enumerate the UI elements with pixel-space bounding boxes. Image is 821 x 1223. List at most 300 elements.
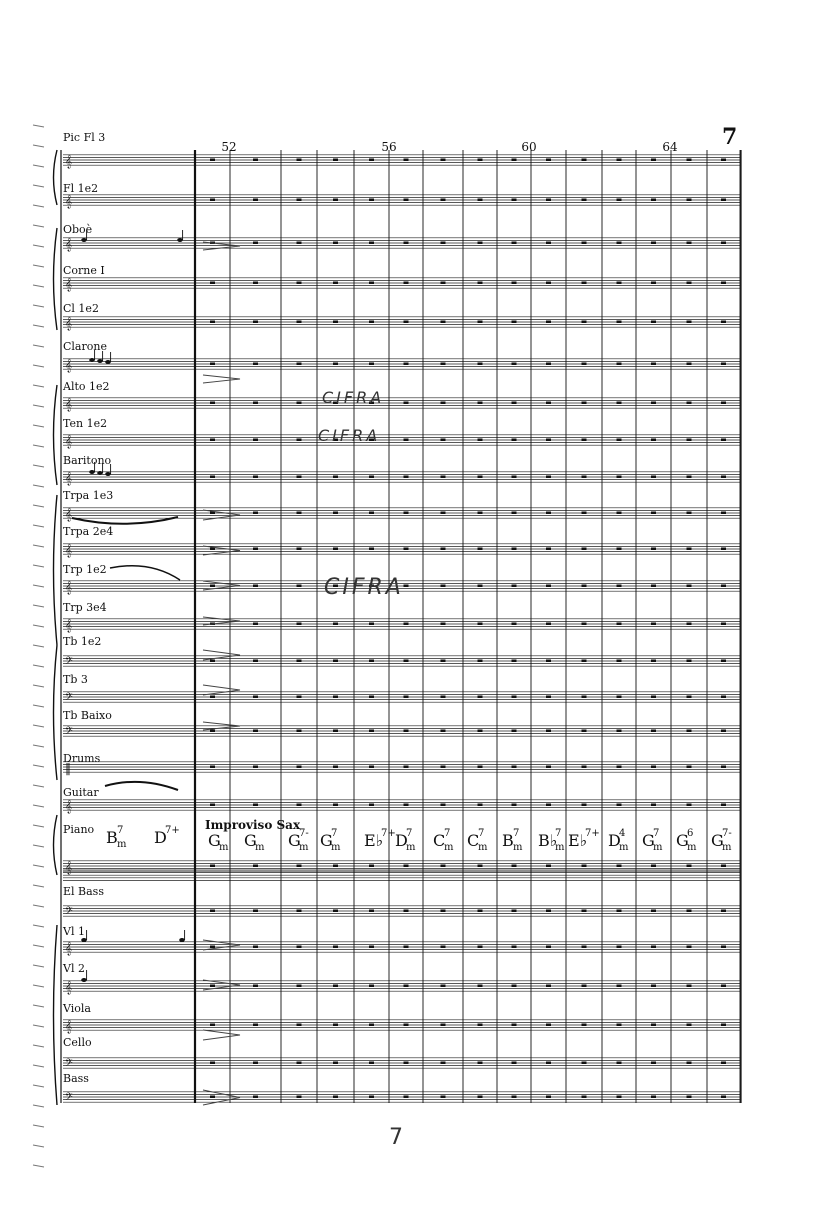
measure-rest: [404, 585, 409, 588]
instrument-label: Vl 2: [63, 962, 85, 975]
measure-rest: [210, 476, 215, 479]
measure-rest: [687, 242, 692, 245]
measure-rest: [441, 660, 446, 663]
measure-rest: [721, 1024, 726, 1027]
margin-mark: [33, 305, 44, 307]
svg-text:m: m: [255, 842, 265, 853]
measure-rest: [253, 402, 258, 405]
clef-icon: 𝄢: [65, 1091, 73, 1105]
chord-symbol: [208, 831, 229, 853]
measure-rest: [210, 159, 215, 162]
clef-icon: 𝄞: [65, 1019, 73, 1033]
svg-text:7-: 7-: [299, 828, 309, 839]
measure-rest: [210, 321, 215, 324]
note-head: [81, 978, 87, 982]
measure-rest: [546, 1024, 551, 1027]
measure-rest: [651, 730, 656, 733]
margin-mark: [33, 185, 44, 187]
measure-rest: [651, 660, 656, 663]
svg-text:E♭: E♭: [568, 831, 588, 850]
measure-rest: [369, 1024, 374, 1027]
margin-mark: [33, 325, 44, 327]
measure-rest: [210, 282, 215, 285]
measure-rest: [441, 476, 446, 479]
measure-rest: [512, 548, 517, 551]
margin-mark: [33, 825, 44, 827]
margin-mark: [33, 645, 44, 647]
measure-rest: [546, 199, 551, 202]
measure-rest: [210, 363, 215, 366]
measure-rest: [582, 439, 587, 442]
measure-rest: [546, 476, 551, 479]
margin-mark: [33, 225, 44, 227]
svg-text:7: 7: [653, 828, 660, 839]
measure-rest: [512, 585, 517, 588]
measure-rest: [617, 282, 622, 285]
measure-rest: [687, 548, 692, 551]
measure-rest: [253, 439, 258, 442]
margin-mark: [33, 505, 44, 507]
note-head: [97, 359, 103, 363]
chord-symbol: [154, 825, 180, 847]
measure-rest: [253, 548, 258, 551]
measure-rest: [297, 804, 302, 807]
clef-icon: 𝄞: [65, 471, 73, 485]
measure-rest: [210, 804, 215, 807]
measure-rest: [512, 282, 517, 285]
measure-rest: [297, 766, 302, 769]
clef-icon: 𝄞: [65, 980, 73, 994]
measure-rest: [582, 548, 587, 551]
measure-rest: [369, 1096, 374, 1099]
measure-rest: [441, 363, 446, 366]
instrument-label: Tb 3: [63, 673, 88, 686]
measure-rest: [512, 1024, 517, 1027]
measure-rest: [582, 946, 587, 949]
chord-symbol: [502, 828, 523, 853]
measure-rest: [478, 199, 483, 202]
measure-rest: [512, 159, 517, 162]
measure-rest: [441, 439, 446, 442]
svg-text:m: m: [513, 842, 523, 853]
measure-rest: [582, 363, 587, 366]
measure-rest: [253, 804, 258, 807]
measure-rest: [369, 476, 374, 479]
measure-rest: [253, 623, 258, 626]
clef-icon: 𝄢: [65, 725, 73, 739]
margin-mark: [33, 1085, 44, 1087]
note-head: [89, 470, 95, 474]
measure-rest: [478, 1096, 483, 1099]
measure-rest: [478, 159, 483, 162]
measure-rest: [582, 804, 587, 807]
measure-rest: [297, 402, 302, 405]
measure-rest: [478, 476, 483, 479]
handwritten-cifra: CIFRA: [318, 426, 381, 445]
measure-rest: [441, 910, 446, 913]
measure-rest: [721, 512, 726, 515]
measure-rest: [478, 660, 483, 663]
measure-rest: [404, 476, 409, 479]
svg-text:7: 7: [406, 828, 413, 839]
measure-rest: [404, 696, 409, 699]
staff: [63, 691, 740, 705]
margin-mark: [33, 985, 44, 987]
instrument-label: Baritono: [63, 454, 112, 467]
measure-rest: [441, 585, 446, 588]
measure-rest: [687, 363, 692, 366]
margin-mark: [33, 345, 44, 347]
instrument-label: Pic Fl 3: [63, 131, 106, 144]
measure-rest: [582, 910, 587, 913]
measure-rest: [617, 985, 622, 988]
svg-text:D: D: [395, 831, 408, 850]
measure-number: 64: [662, 140, 678, 154]
group-bracket: [54, 495, 58, 645]
measure-rest: [546, 548, 551, 551]
measure-rest: [546, 402, 551, 405]
measure-rest: [333, 321, 338, 324]
measure-rest: [333, 1024, 338, 1027]
measure-rest: [253, 985, 258, 988]
svg-text:B♭: B♭: [538, 831, 558, 850]
measure-rest: [297, 1062, 302, 1065]
measure-rest: [617, 402, 622, 405]
svg-text:B: B: [502, 831, 514, 850]
measure-rest: [478, 946, 483, 949]
measure-rest: [404, 1024, 409, 1027]
margin-mark: [33, 1025, 44, 1027]
svg-text:7: 7: [478, 828, 485, 839]
measure-rest: [617, 1096, 622, 1099]
measure-rest: [721, 402, 726, 405]
measure-rest: [651, 696, 656, 699]
svg-text:m: m: [406, 842, 416, 853]
measure-rest: [297, 476, 302, 479]
clef-icon: 𝄞: [65, 860, 73, 874]
measure-rest: [582, 199, 587, 202]
measure-rest: [441, 1024, 446, 1027]
measure-rest: [404, 985, 409, 988]
measure-rest: [210, 865, 215, 868]
measure-rest: [253, 730, 258, 733]
measure-rest: [333, 1062, 338, 1065]
instrument-label: Guitar: [63, 786, 99, 799]
margin-mark: [33, 1125, 44, 1127]
measure-rest: [512, 910, 517, 913]
measure-rest: [478, 623, 483, 626]
clef-icon: 𝄞: [65, 799, 73, 813]
measure-rest: [478, 696, 483, 699]
svg-text:6: 6: [687, 828, 694, 839]
measure-rest: [617, 363, 622, 366]
margin-mark: [33, 625, 44, 627]
measure-rest: [404, 865, 409, 868]
clef-icon: 𝄢: [65, 691, 73, 705]
margin-mark: [33, 265, 44, 267]
group-bracket: [54, 228, 58, 330]
measure-rest: [582, 730, 587, 733]
measure-rest: [441, 730, 446, 733]
staff: [63, 941, 740, 955]
instrument-label: Cl 1e2: [63, 302, 99, 315]
measure-rest: [687, 946, 692, 949]
measure-rest: [253, 865, 258, 868]
measure-rest: [210, 730, 215, 733]
slur: [105, 782, 178, 790]
measure-rest: [617, 660, 622, 663]
measure-rest: [369, 242, 374, 245]
measure-rest: [721, 804, 726, 807]
measure-rest: [546, 282, 551, 285]
measure-rest: [651, 321, 656, 324]
measure-rest: [512, 660, 517, 663]
measure-rest: [297, 159, 302, 162]
measure-rest: [617, 1024, 622, 1027]
margin-mark: [33, 125, 44, 127]
measure-rest: [210, 1024, 215, 1027]
measure-rest: [546, 804, 551, 807]
measure-rest: [404, 199, 409, 202]
measure-rest: [617, 623, 622, 626]
measure-rest: [297, 623, 302, 626]
measure-rest: [651, 476, 656, 479]
measure-rest: [651, 282, 656, 285]
chord-symbol: [538, 828, 565, 853]
measure-rest: [617, 730, 622, 733]
measure-rest: [546, 512, 551, 515]
measure-rest: [617, 512, 622, 515]
svg-text:7: 7: [331, 828, 338, 839]
instrument-label: Bass: [63, 1072, 89, 1085]
margin-mark: [33, 1065, 44, 1067]
clef-icon: 𝄢: [65, 655, 73, 669]
measure-rest: [441, 623, 446, 626]
staff: [63, 434, 740, 448]
measure-rest: [210, 766, 215, 769]
measure-rest: [404, 1096, 409, 1099]
measure-rest: [333, 865, 338, 868]
margin-mark: [33, 665, 44, 667]
measure-rest: [617, 804, 622, 807]
measure-rest: [582, 321, 587, 324]
measure-rest: [333, 548, 338, 551]
measure-rest: [297, 910, 302, 913]
staff: [63, 618, 740, 632]
margin-mark: [33, 165, 44, 167]
measure-rest: [582, 623, 587, 626]
measure-rest: [404, 321, 409, 324]
measure-rest: [369, 623, 374, 626]
svg-text:m: m: [299, 842, 309, 853]
measure-rest: [721, 660, 726, 663]
clef-icon: 𝄞: [65, 194, 73, 208]
svg-text:G: G: [676, 831, 689, 850]
svg-text:m: m: [331, 842, 341, 853]
measure-rest: [210, 660, 215, 663]
measure-rest: [687, 865, 692, 868]
svg-text:m: m: [117, 839, 127, 850]
measure-rest: [582, 476, 587, 479]
measure-rest: [687, 910, 692, 913]
measure-rest: [546, 946, 551, 949]
svg-text:D: D: [608, 831, 621, 850]
measure-rest: [404, 804, 409, 807]
note-head: [81, 238, 87, 242]
measure-rest: [253, 199, 258, 202]
measure-rest: [582, 402, 587, 405]
measure-rest: [404, 282, 409, 285]
instrument-label: Viola: [63, 1002, 91, 1015]
margin-mark: [33, 245, 44, 247]
measure-rest: [369, 1062, 374, 1065]
measure-rest: [478, 321, 483, 324]
clef-icon: 𝄞: [65, 316, 73, 330]
instrument-label: Tb 1e2: [63, 635, 102, 648]
measure-rest: [441, 512, 446, 515]
chord-symbol: [320, 828, 341, 853]
measure-rest: [546, 439, 551, 442]
staff: [63, 655, 740, 669]
measure-rest: [210, 439, 215, 442]
margin-mark: [33, 605, 44, 607]
measure-rest: [253, 512, 258, 515]
instrument-label: Piano: [63, 823, 95, 836]
measure-rest: [297, 363, 302, 366]
measure-rest: [687, 159, 692, 162]
measure-rest: [478, 439, 483, 442]
pencil-hairpin: [203, 1090, 240, 1105]
measure-rest: [478, 585, 483, 588]
margin-mark: [33, 485, 44, 487]
margin-mark: [33, 205, 44, 207]
instrument-label: Trp 1e2: [63, 563, 107, 576]
measure-rest: [210, 1096, 215, 1099]
svg-text:7+: 7+: [585, 828, 600, 839]
instrument-label: Alto 1e2: [63, 380, 110, 393]
measure-rest: [546, 159, 551, 162]
measure-rest: [404, 512, 409, 515]
measure-rest: [721, 910, 726, 913]
svg-text:m: m: [219, 842, 229, 853]
measure-rest: [333, 946, 338, 949]
margin-mark: [33, 565, 44, 567]
note-head: [105, 360, 111, 364]
measure-rest: [617, 910, 622, 913]
instrument-label: Ten 1e2: [63, 417, 108, 430]
measure-rest: [546, 865, 551, 868]
measure-rest: [478, 242, 483, 245]
measure-rest: [651, 439, 656, 442]
measure-rest: [478, 402, 483, 405]
staff: [63, 905, 740, 919]
note-head: [179, 938, 185, 942]
staff: [63, 980, 740, 994]
svg-text:m: m: [555, 842, 565, 853]
svg-text:m: m: [653, 842, 663, 853]
measure-rest: [369, 985, 374, 988]
instrument-label: Corne I: [63, 264, 105, 277]
measure-rest: [721, 476, 726, 479]
measure-rest: [404, 548, 409, 551]
measure-rest: [721, 623, 726, 626]
staff: [63, 1019, 740, 1033]
staff: [63, 799, 740, 813]
measure-rest: [253, 159, 258, 162]
measure-rest: [651, 402, 656, 405]
measure-rest: [582, 1024, 587, 1027]
chord-symbol: [676, 828, 697, 853]
clef-icon: 𝄞: [65, 434, 73, 448]
measure-rest: [210, 985, 215, 988]
measure-rest: [333, 476, 338, 479]
instrument-label: Tb Baixo: [63, 709, 112, 722]
measure-rest: [478, 1062, 483, 1065]
measure-rest: [478, 548, 483, 551]
measure-rest: [369, 696, 374, 699]
margin-mark: [33, 465, 44, 467]
margin-mark: [33, 365, 44, 367]
measure-rest: [651, 623, 656, 626]
measure-rest: [297, 439, 302, 442]
footer-mark: 7: [389, 1125, 403, 1150]
measure-rest: [478, 804, 483, 807]
measure-rest: [512, 363, 517, 366]
measure-rest: [617, 476, 622, 479]
margin-mark: [33, 765, 44, 767]
clef-icon: 𝄞: [65, 277, 73, 291]
measure-rest: [404, 660, 409, 663]
measure-rest: [512, 1062, 517, 1065]
measure-rest: [687, 1096, 692, 1099]
measure-rest: [651, 865, 656, 868]
pencil-hairpin: [203, 375, 240, 383]
staff: [63, 725, 740, 739]
measure-rest: [297, 865, 302, 868]
measure-rest: [651, 159, 656, 162]
measure-rest: [253, 1062, 258, 1065]
clef-icon: 𝄢: [65, 1057, 73, 1071]
measure-rest: [333, 199, 338, 202]
measure-rest: [404, 402, 409, 405]
measure-rest: [617, 946, 622, 949]
measure-rest: [441, 1096, 446, 1099]
measure-rest: [210, 696, 215, 699]
measure-rest: [369, 512, 374, 515]
measure-rest: [687, 766, 692, 769]
chord-symbol: [244, 831, 265, 853]
measure-rest: [404, 730, 409, 733]
measure-rest: [617, 696, 622, 699]
staff: [63, 761, 740, 775]
note-head: [81, 938, 87, 942]
measure-rest: [333, 660, 338, 663]
measure-rest: [721, 865, 726, 868]
measure-rest: [546, 1096, 551, 1099]
instrument-label: Clarone: [63, 340, 107, 353]
measure-rest: [512, 321, 517, 324]
measure-rest: [687, 730, 692, 733]
measure-rest: [546, 321, 551, 324]
measure-rest: [297, 1096, 302, 1099]
measure-rest: [721, 766, 726, 769]
pencil-hairpin: [203, 546, 240, 555]
measure-rest: [297, 548, 302, 551]
measure-rest: [687, 439, 692, 442]
margin-mark: [33, 745, 44, 747]
measure-rest: [404, 910, 409, 913]
margin-mark: [33, 725, 44, 727]
